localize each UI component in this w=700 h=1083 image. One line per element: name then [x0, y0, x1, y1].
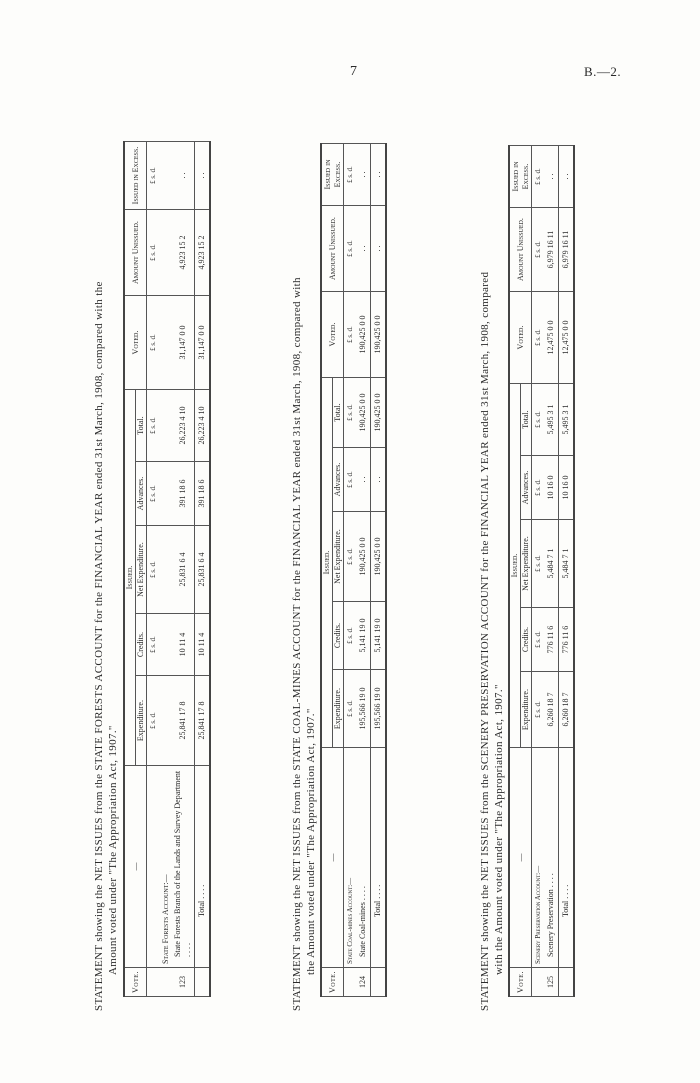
account-heading: Scenery Preservation Account:— — [532, 748, 545, 968]
header-net-expenditure: Net Expenditure. — [521, 520, 532, 608]
units-label: £ s. d. — [344, 448, 357, 512]
cell-expenditure: 6,260 18 7 — [544, 672, 558, 748]
header-expenditure: Expenditure. — [136, 676, 147, 766]
cell-excess: . . — [544, 146, 558, 208]
header-description: — — [509, 748, 532, 968]
vote-number: 124 — [356, 968, 370, 997]
cell-advances: . . — [356, 448, 370, 512]
header-credits: Credits. — [333, 602, 344, 670]
header-excess: Issued in Excess. — [321, 144, 344, 206]
units-label: £ s. d. — [147, 210, 160, 296]
total-net-expenditure: 5,484 7 1 — [558, 520, 574, 608]
vote-number: 123 — [172, 968, 194, 997]
statement-title-line-2: the Amount voted under "The Appropriation Act, 1907." — [305, 708, 317, 975]
statement-title-line-1: STATEMENT showing the NET ISSUES from the SCENERY PRESERVATION ACCOUNT for the FINANCIAL YEAR ended 31st March, 1908, compared — [479, 271, 491, 1011]
cell-net-expenditure: 25,831 6 4 — [172, 526, 194, 614]
header-total: Total. — [136, 390, 147, 462]
units-label: £ s. d. — [147, 676, 160, 766]
header-voted: Voted. — [124, 296, 147, 390]
cell-unissued: 4,923 15 2 — [172, 210, 194, 296]
cell-excess: . . — [356, 144, 370, 206]
units-label: £ s. d. — [147, 462, 160, 526]
header-expenditure: Expenditure. — [333, 670, 344, 748]
header-vote: Vote. — [509, 968, 532, 997]
total-advances: 391 18 6 — [194, 462, 210, 526]
statement-title — [290, 51, 318, 1011]
total-advances: 10 16 0 — [558, 456, 574, 520]
total-excess: . . — [194, 142, 210, 210]
header-excess: Issued in Excess. — [124, 142, 147, 210]
account-heading: State Coal-mines Account:— — [344, 748, 357, 968]
units-label: £ s. d. — [344, 292, 357, 378]
header-issued: Issued. — [321, 378, 333, 748]
units-label: £ s. d. — [532, 292, 545, 384]
cell-unissued: 6,979 16 11 — [544, 208, 558, 292]
cell-credits: 10 11 4 — [172, 614, 194, 676]
total-voted: 190,425 0 0 — [370, 292, 386, 378]
cell-credits: 5,141 19 0 — [356, 602, 370, 670]
account-table — [123, 141, 211, 997]
header-credits: Credits. — [521, 608, 532, 672]
total-credits: 5,141 19 0 — [370, 602, 386, 670]
statement-title-line-2: with the Amount voted under "The Appropriation Act, 1907." — [493, 684, 505, 975]
header-net-expenditure: Net Expenditure. — [136, 526, 147, 614]
item-description: State Forests Branch of the Lands and Survey Department . . . . — [172, 766, 194, 968]
header-advances: Advances. — [521, 456, 532, 520]
units-label: £ s. d. — [344, 144, 357, 206]
total-credits: 776 11 6 — [558, 608, 574, 672]
account-table — [320, 143, 387, 997]
units-label: £ s. d. — [344, 206, 357, 292]
total-label: Total . . . . — [370, 748, 386, 968]
units-label: £ s. d. — [532, 384, 545, 456]
units-label: £ s. d. — [147, 390, 160, 462]
cell-credits: 776 11 6 — [544, 608, 558, 672]
cell-total: 26,223 4 10 — [172, 390, 194, 462]
header-advances: Advances. — [136, 462, 147, 526]
header-description: — — [124, 766, 147, 968]
header-issued: Issued. — [509, 384, 521, 748]
total-expenditure: 6,260 18 7 — [558, 672, 574, 748]
cell-excess: . . — [172, 142, 194, 210]
header-description: — — [321, 748, 344, 968]
units-label: £ s. d. — [532, 456, 545, 520]
total-unissued: 4,923 15 2 — [194, 210, 210, 296]
header-unissued: Amount Unissued. — [509, 208, 532, 292]
header-expenditure: Expenditure. — [521, 672, 532, 748]
total-net-expenditure: 25,831 6 4 — [194, 526, 210, 614]
header-excess: Issued in Excess. — [509, 146, 532, 208]
header-unissued: Amount Unissued. — [321, 206, 344, 292]
account-heading: State Forests Account:— — [159, 766, 172, 968]
account-table — [508, 145, 575, 997]
cell-advances: 10 16 0 — [544, 456, 558, 520]
header-credits: Credits. — [136, 614, 147, 676]
cell-voted: 31,147 0 0 — [172, 296, 194, 390]
total-excess: . . — [558, 146, 574, 208]
header-voted: Voted. — [321, 292, 344, 378]
units-label: £ s. d. — [532, 672, 545, 748]
header-unissued: Amount Unissued. — [124, 210, 147, 296]
total-total: 26,223 4 10 — [194, 390, 210, 462]
cell-unissued: . . — [356, 206, 370, 292]
units-label: £ s. d. — [344, 378, 357, 448]
total-expenditure: 195,566 19 0 — [370, 670, 386, 748]
statement-title-line-1: STATEMENT showing the NET ISSUES from the STATE FORESTS ACCOUNT for the FINANCIAL YEAR ended 31st March, 1908, compared with the — [93, 281, 105, 1011]
cell-total: 190,425 0 0 — [356, 378, 370, 448]
cell-voted: 190,425 0 0 — [356, 292, 370, 378]
page-number: 7 — [350, 64, 357, 79]
units-label: £ s. d. — [147, 614, 160, 676]
item-description: State Coal-mines . . . . — [356, 748, 370, 968]
total-net-expenditure: 190,425 0 0 — [370, 512, 386, 602]
cell-advances: 391 18 6 — [172, 462, 194, 526]
units-label: £ s. d. — [344, 602, 357, 670]
units-label: £ s. d. — [344, 512, 357, 602]
total-credits: 10 11 4 — [194, 614, 210, 676]
header-total: Total. — [333, 378, 344, 448]
header-issued: Issued. — [124, 390, 136, 766]
statement-title — [92, 51, 120, 1011]
cell-net-expenditure: 5,484 7 1 — [544, 520, 558, 608]
units-label: £ s. d. — [147, 526, 160, 614]
cell-expenditure: 25,841 17 8 — [172, 676, 194, 766]
units-label: £ s. d. — [532, 146, 545, 208]
total-expenditure: 25,841 17 8 — [194, 676, 210, 766]
units-label: £ s. d. — [344, 670, 357, 748]
units-label: £ s. d. — [147, 142, 160, 210]
vote-number: 125 — [544, 968, 558, 997]
units-label: £ s. d. — [532, 520, 545, 608]
total-voted: 12,475 0 0 — [558, 292, 574, 384]
cell-net-expenditure: 190,425 0 0 — [356, 512, 370, 602]
total-label: Total . . . . — [194, 766, 210, 968]
total-voted: 31,147 0 0 — [194, 296, 210, 390]
header-voted: Voted. — [509, 292, 532, 384]
page-reference: B.—2. — [584, 64, 622, 79]
header-net-expenditure: Net Expenditure. — [333, 512, 344, 602]
cell-voted: 12,475 0 0 — [544, 292, 558, 384]
header-vote: Vote. — [124, 968, 147, 997]
statement-title-line-1: STATEMENT showing the NET ISSUES from the STATE COAL-MINES ACCOUNT for the FINANCIAL YEAR ended 31st March, 1908, compared with — [291, 277, 303, 1011]
units-label: £ s. d. — [147, 296, 160, 390]
total-label: Total . . . . — [558, 748, 574, 968]
total-total: 5,495 3 1 — [558, 384, 574, 456]
cell-total: 5,495 3 1 — [544, 384, 558, 456]
cell-expenditure: 195,566 19 0 — [356, 670, 370, 748]
header-total: Total. — [521, 384, 532, 456]
header-vote: Vote. — [321, 968, 344, 997]
total-unissued: 6,979 16 11 — [558, 208, 574, 292]
statement-title-line-2: Amount voted under "The Appropriation Act, 1907." — [107, 725, 119, 975]
units-label: £ s. d. — [532, 608, 545, 672]
item-description: Scenery Preservation . . . . — [544, 748, 558, 968]
total-advances: . . — [370, 448, 386, 512]
statement-title — [478, 51, 506, 1011]
units-label: £ s. d. — [532, 208, 545, 292]
total-excess: . . — [370, 144, 386, 206]
total-unissued: . . — [370, 206, 386, 292]
header-advances: Advances. — [333, 448, 344, 512]
total-total: 190,425 0 0 — [370, 378, 386, 448]
